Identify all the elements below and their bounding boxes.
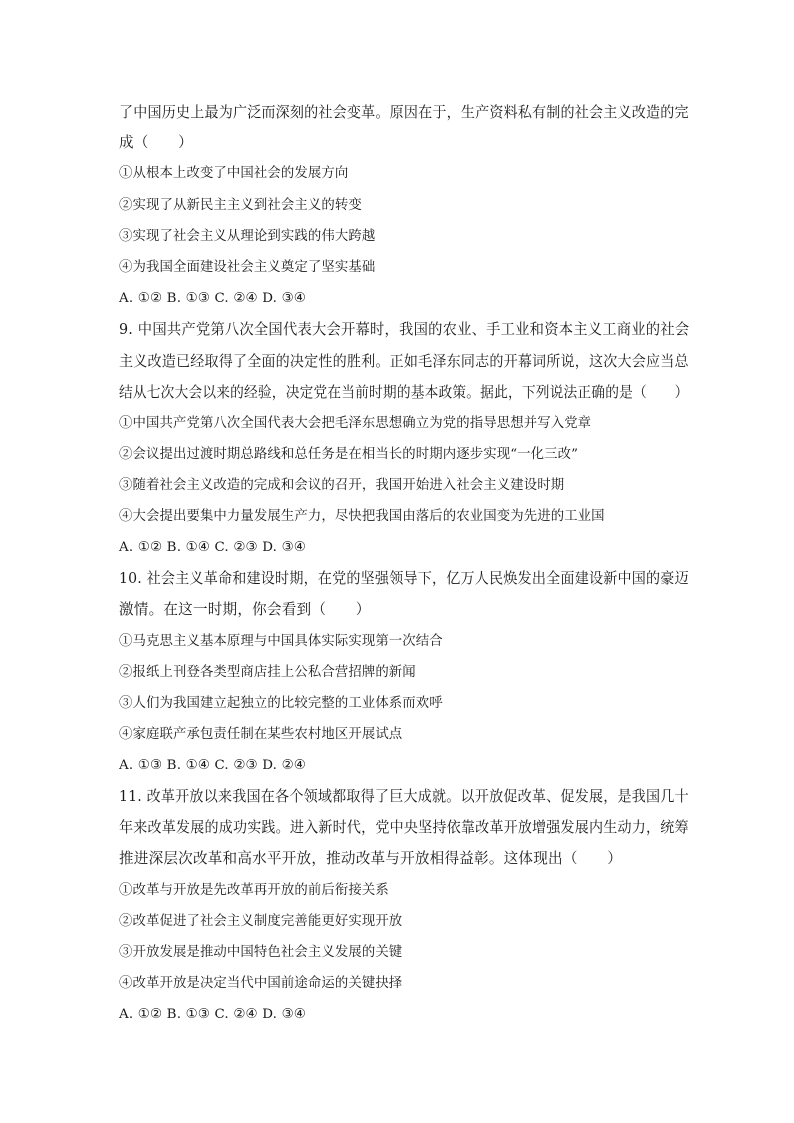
- q8-stem-line-1: 了中国历史上最为广泛而深刻的社会变革。原因在于，生产资料私有制的社会主义改造的完: [119, 104, 689, 121]
- q9-stem-line-3: 结从七次大会以来的经验，决定党在当前时期的基本政策。据此，下列说法正确的是（ ）: [119, 384, 689, 401]
- q10-answer-choices: A. ①③ B. ①④ C. ②③ D. ②④: [119, 758, 306, 773]
- q9-option-4: ④大会提出要集中力量发展生产力，尽快把我国由落后的农业国变为先进的工业国: [119, 509, 605, 524]
- q8-answer-choices: A. ①② B. ①③ C. ②④ D. ③④: [119, 291, 306, 306]
- q11-option-2: ②改革促进了社会主义制度完善能更好实现开放: [119, 914, 403, 929]
- q11-stem-line-1: 11. 改革开放以来我国在各个领域都取得了巨大成就。以开放促改革、促发展，是我国几十: [119, 788, 689, 805]
- q8-option-1: ①从根本上改变了中国社会的发展方向: [119, 166, 349, 181]
- q10-stem-line-2: 激情。在这一时期，你会看到（ ）: [119, 601, 371, 618]
- q11-option-3: ③开放发展是推动中国特色社会主义发展的关键: [119, 945, 403, 960]
- q10-option-1: ①马克思主义基本原理与中国具体实际实现第一次结合: [119, 634, 443, 649]
- q9-option-1: ①中国共产党第八次全国代表大会把毛泽东思想确立为党的指导思想并写入党章: [119, 416, 592, 431]
- q11-answer-choices: A. ①② B. ①③ C. ②④ D. ③④: [119, 1007, 306, 1022]
- q8-option-3: ③实现了社会主义从理论到实践的伟大跨越: [119, 229, 376, 244]
- q11-option-1: ①改革与开放是先改革再开放的前后衔接关系: [119, 883, 389, 898]
- q10-option-3: ③人们为我国建立起独立的比较完整的工业体系而欢呼: [119, 696, 443, 711]
- q9-option-3: ③随着社会主义改造的完成和会议的召开，我国开始进入社会主义建设时期: [119, 478, 565, 493]
- q10-option-2: ②报纸上刊登各类型商店挂上公私合营招牌的新闻: [119, 665, 416, 680]
- q11-stem-line-3: 推进深层次改革和高水平开放，推动改革与开放相得益彰。这体现出（ ）: [119, 850, 622, 867]
- q9-stem-line-2: 主义改造已经取得了全面的决定性的胜利。正如毛泽东同志的开幕词所说，这次大会应当总: [119, 353, 689, 370]
- q10-stem-line-1: 10. 社会主义革命和建设时期，在党的坚强领导下，亿万人民焕发出全面建设新中国的豪迈: [119, 570, 689, 587]
- q11-option-4: ④改革开放是决定当代中国前途命运的关键抉择: [119, 976, 403, 991]
- q8-option-2: ②实现了从新民主主义到社会主义的转变: [119, 198, 362, 213]
- q9-answer-choices: A. ①② B. ①④ C. ②③ D. ③④: [119, 540, 306, 555]
- q10-option-4: ④家庭联产承包责任制在某些农村地区开展试点: [119, 727, 403, 742]
- q9-option-2: ②会议提出过渡时期总路线和总任务是在相当长的时期内逐步实现“一化三改”: [119, 447, 579, 462]
- q8-option-4: ④为我国全面建设社会主义奠定了坚实基础: [119, 260, 376, 275]
- q11-stem-line-2: 年来改革发展的成功实践。进入新时代，党中央坚持依靠改革开放增强发展内生动力，统筹: [119, 819, 689, 836]
- q8-stem-line-2: 成（ ）: [119, 134, 193, 151]
- q9-stem-line-1: 9. 中国共产党第八次全国代表大会开幕时，我国的农业、手工业和资本主义工商业的社会: [119, 321, 690, 338]
